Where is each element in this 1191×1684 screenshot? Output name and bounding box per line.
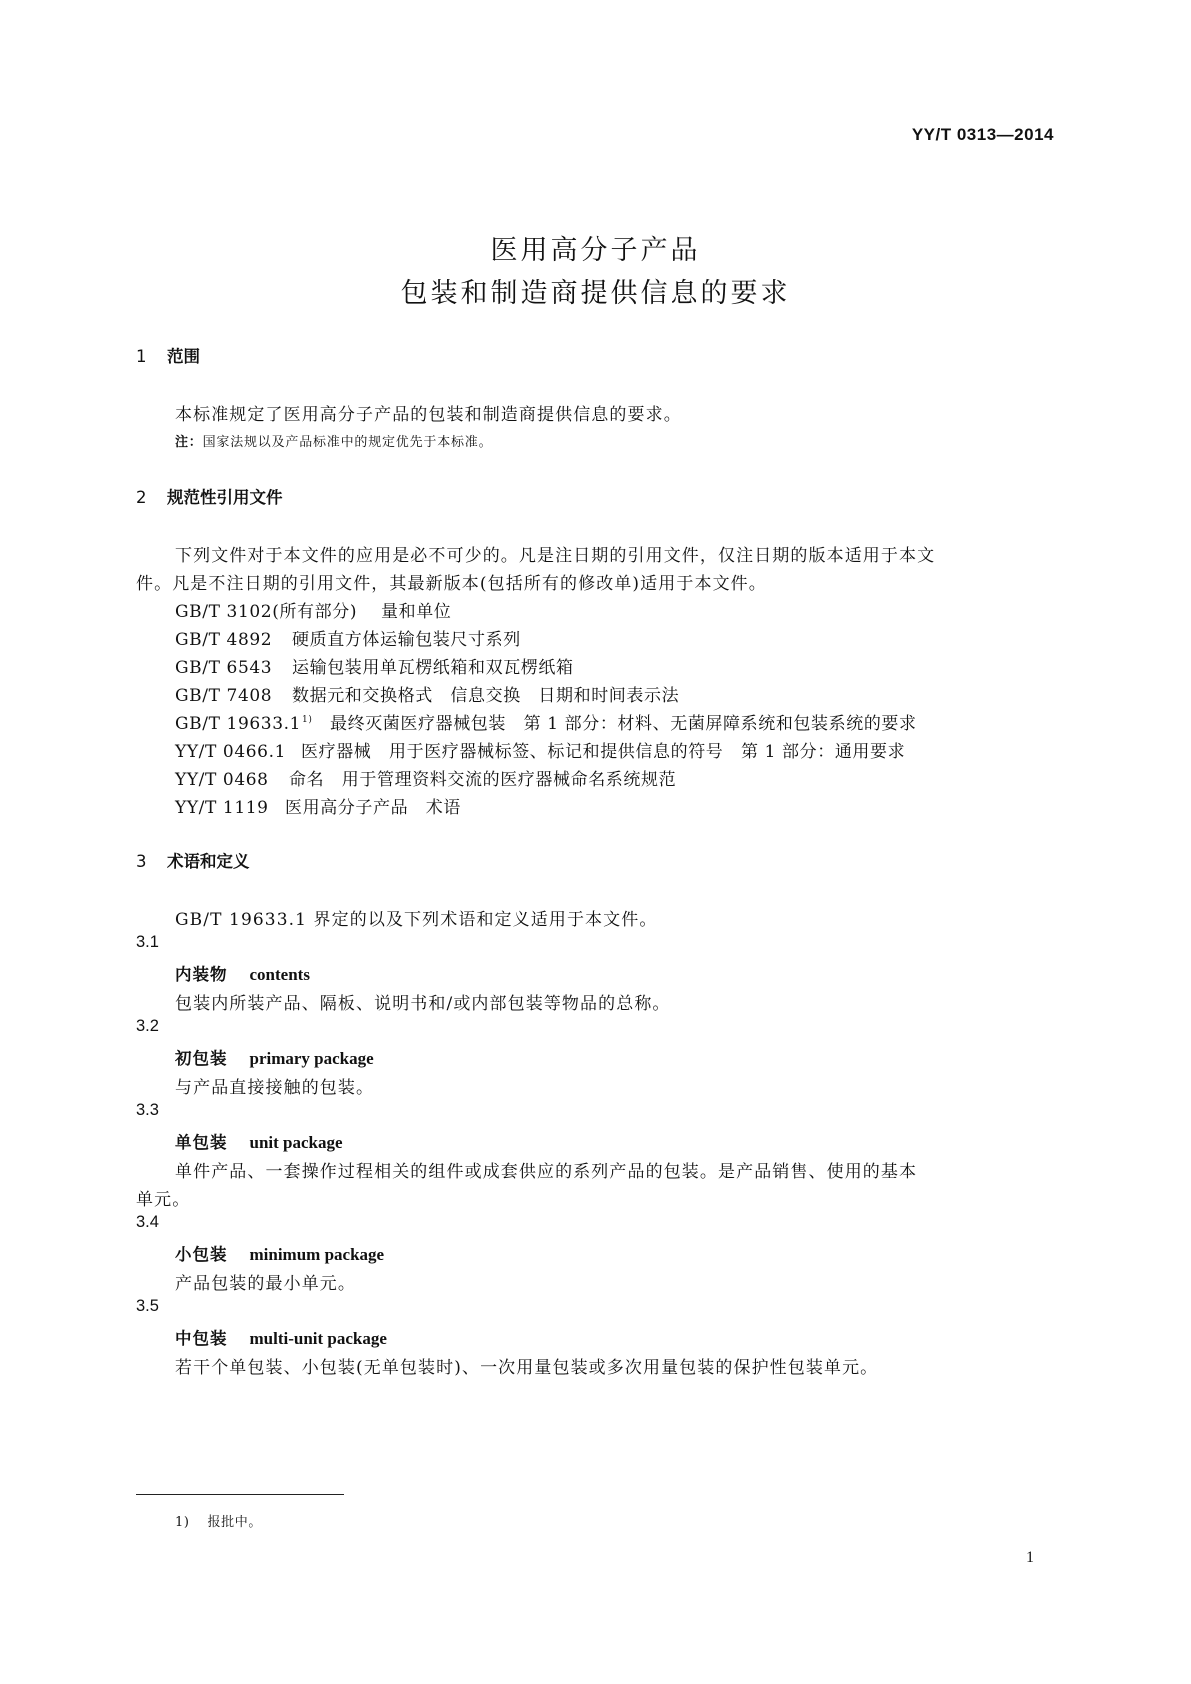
section-title: 范围 xyxy=(167,347,200,366)
term-name xyxy=(175,1325,387,1349)
section-2-heading xyxy=(136,484,283,508)
reference-title: 量和单位 xyxy=(381,602,452,622)
reference-code: GB/T 3102(所有部分) xyxy=(175,602,358,622)
term-name-en: minimum package xyxy=(249,1245,385,1264)
reference-item xyxy=(175,765,676,790)
term-definition-continued: 单元。 xyxy=(136,1190,191,1210)
reference-title: 命名 用于管理资料交流的医疗器械命名系统规范 xyxy=(289,770,677,790)
reference-code: YY/T 0466.1 xyxy=(175,742,286,762)
reference-title: 最终灭菌医疗器械包装 第 1 部分：材料、无菌屏障系统和包装系统的要求 xyxy=(330,714,917,734)
term-number: 3.3 xyxy=(136,1101,159,1119)
reference-code-text: GB/T 19633.1 xyxy=(175,714,302,734)
section-1-heading xyxy=(136,343,200,367)
term-name-en: contents xyxy=(249,965,310,984)
reference-title: 医用高分子产品 术语 xyxy=(285,798,461,818)
reference-code: YY/T 1119 xyxy=(175,798,269,818)
reference-title: 硬质直方体运输包装尺寸系列 xyxy=(292,630,521,650)
term-name-en: unit package xyxy=(249,1133,343,1152)
reference-title: 运输包装用单瓦楞纸箱和双瓦楞纸箱 xyxy=(292,658,574,678)
section-title: 术语和定义 xyxy=(167,852,250,871)
reference-item xyxy=(175,793,461,818)
reference-item xyxy=(175,681,679,706)
term-number: 3.1 xyxy=(136,933,159,951)
section-number: 2 xyxy=(136,488,147,507)
term-definition: 包装内所装产品、隔板、说明书和/或内部包装等物品的总称。 xyxy=(175,994,671,1014)
term-name-zh: 内装物 xyxy=(175,965,228,984)
term-name-zh: 单包装 xyxy=(175,1133,228,1152)
reference-code: GB/T 4892 xyxy=(175,630,273,650)
note-text: 国家法规以及产品标准中的规定优先于本标准。 xyxy=(202,435,493,450)
scope-paragraph: 本标准规定了医用高分子产品的包装和制造商提供信息的要求。 xyxy=(175,405,682,425)
term-name-en: multi-unit package xyxy=(249,1329,387,1348)
reference-title: 数据元和交换格式 信息交换 日期和时间表示法 xyxy=(292,686,680,706)
footnote-number: 1) xyxy=(175,1515,190,1530)
reference-title: 医疗器械 用于医疗器械标签、标记和提供信息的符号 第 1 部分：通用要求 xyxy=(301,742,906,762)
term-number: 3.5 xyxy=(136,1297,159,1315)
reference-item xyxy=(175,653,574,678)
term-name xyxy=(175,1241,384,1265)
reference-code: GB/T 6543 xyxy=(175,658,273,678)
page-number: 1 xyxy=(1026,1549,1034,1566)
note-label: 注： xyxy=(175,435,203,450)
reference-item xyxy=(175,737,905,762)
reference-code: YY/T 0468 xyxy=(175,770,269,790)
terms-intro: GB/T 19633.1 界定的以及下列术语和定义适用于本文件。 xyxy=(175,910,658,930)
scope-note xyxy=(175,431,492,450)
section-number: 1 xyxy=(136,347,147,366)
term-name-zh: 初包装 xyxy=(175,1049,228,1068)
references-intro-line-2: 件。凡是不注日期的引用文件，其最新版本(包括所有的修改单)适用于本文件。 xyxy=(136,574,767,594)
section-3-heading xyxy=(136,848,250,872)
term-definition: 产品包装的最小单元。 xyxy=(175,1274,356,1294)
section-number: 3 xyxy=(136,852,147,871)
term-number: 3.2 xyxy=(136,1017,159,1035)
standard-number: YY/T 0313—2014 xyxy=(911,125,1054,144)
term-number: 3.4 xyxy=(136,1213,159,1231)
reference-item xyxy=(175,597,451,622)
reference-item xyxy=(175,709,917,734)
term-name xyxy=(175,1045,374,1069)
reference-item xyxy=(175,625,521,650)
footnote-text: 报批中。 xyxy=(207,1515,262,1530)
footnote-divider xyxy=(136,1494,344,1495)
term-name-zh: 小包装 xyxy=(175,1245,228,1264)
reference-code xyxy=(175,714,330,734)
footnote xyxy=(175,1511,262,1530)
term-name-en: primary package xyxy=(249,1049,374,1068)
section-title: 规范性引用文件 xyxy=(167,488,283,507)
footnote-marker: 1) xyxy=(302,715,313,725)
document-title-line-2: 包装和制造商提供信息的要求 xyxy=(400,278,791,309)
term-definition: 单件产品、一套操作过程相关的组件或成套供应的系列产品的包装。是产品销售、使用的基本 xyxy=(175,1162,918,1182)
term-name xyxy=(175,961,310,985)
term-definition: 若干个单包装、小包装(无单包装时)、一次用量包装或多次用量包装的保护性包装单元。 xyxy=(175,1358,879,1378)
reference-code: GB/T 7408 xyxy=(175,686,273,706)
term-definition: 与产品直接接触的包装。 xyxy=(175,1078,375,1098)
document-title-line-1: 医用高分子产品 xyxy=(490,235,701,266)
references-intro-line-1: 下列文件对于本文件的应用是必不可少的。凡是注日期的引用文件，仅注日期的版本适用于本文 xyxy=(175,546,936,566)
term-name-zh: 中包装 xyxy=(175,1329,228,1348)
term-name xyxy=(175,1129,343,1153)
